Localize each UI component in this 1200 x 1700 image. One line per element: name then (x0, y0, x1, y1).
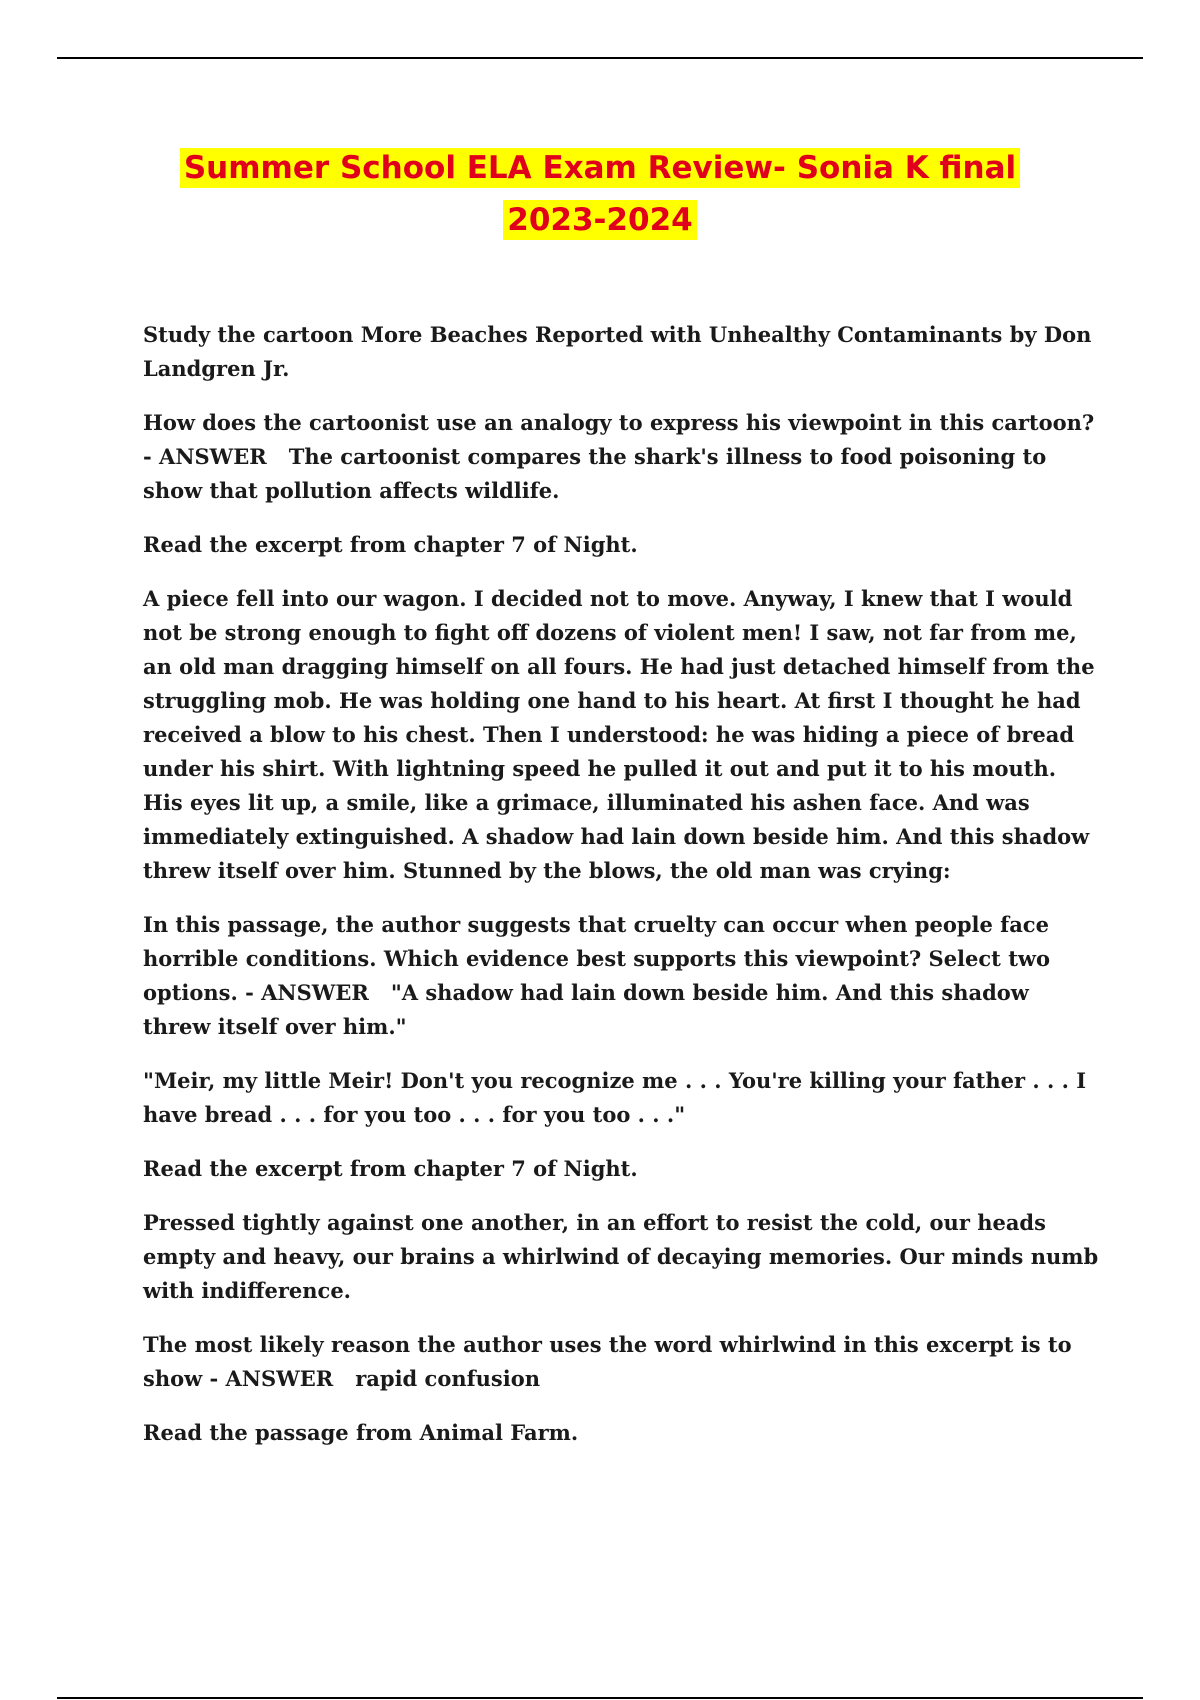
paragraph: Study the cartoon More Beaches Reported with Unhealthy Contaminants by Don Landgren Jr. (143, 322, 1092, 381)
document-title (0, 142, 1200, 246)
question-answer (143, 406, 1103, 508)
paragraph: Read the excerpt from chapter 7 of Night. (143, 532, 638, 557)
answer-text: "A shadow had lain down beside him. And this shadow threw itself over him." (143, 980, 1029, 1039)
paragraph: Read the excerpt from chapter 7 of Night. (143, 1156, 638, 1181)
answer-text: The cartoonist compares the shark's illness to food poisoning to show that pollution affects wildlife. (143, 444, 1047, 503)
question-text: In this passage, the author suggests that cruelty can occur when people face horrible conditions. Which evidence best supports this viewpoint? Select two options. - ANSWER (143, 912, 1050, 1005)
question-text: How does the cartoonist use an analogy to express his viewpoint in this cartoon? - ANSWER (143, 410, 1095, 469)
excerpt-paragraph: Pressed tightly against one another, in an effort to resist the cold, our heads empty and heavy, our brains a whirlwind of decaying memories. Our minds numb with indifference. (143, 1210, 1099, 1303)
excerpt-paragraph: A piece fell into our wagon. I decided not to move. Anyway, I knew that I would not be strong enough to fight off dozens of violent men! I saw, not far from me, an old man dragging himself on all fours. He had just detached himself from the struggling mob. He was holding one hand to his heart. At first I thought he had received a blow to his chest. Then I understood: he was hiding a piece of bread under his shirt. With lightning speed he pulled it out and put it to his mouth. His eyes lit up, a smile, like a grimace, illuminated his ashen face. And was immediately extinguished. A shadow had lain down beside him. And this shadow threw itself over him. Stunned by the blows, the old man was crying: (143, 586, 1095, 883)
title-line-1: Summer School ELA Exam Review- Sonia K final (180, 148, 1020, 188)
bottom-rule (57, 1697, 1143, 1699)
quote-paragraph: "Meir, my little Meir! Don't you recognize me . . . You're killing your father . . . I have bread . . . for you too . . . for you too . . ." (143, 1068, 1087, 1127)
question-answer (143, 1328, 1103, 1396)
title-line-2: 2023-2024 (503, 200, 696, 240)
document-body (143, 318, 1103, 1470)
question-answer (143, 908, 1103, 1044)
paragraph: Read the passage from Animal Farm. (143, 1420, 579, 1445)
answer-text: rapid confusion (355, 1366, 540, 1391)
top-rule (57, 57, 1143, 59)
question-text: The most likely reason the author uses the word whirlwind in this excerpt is to show - ANSWER (143, 1332, 1072, 1391)
